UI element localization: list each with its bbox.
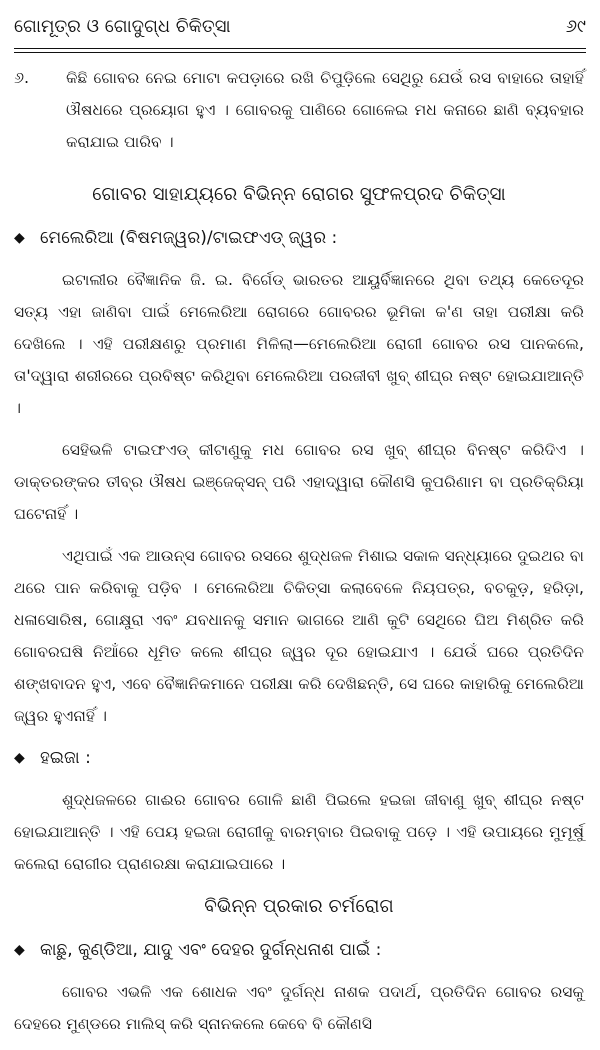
subheading-skin-label: କାଛୁ, କୁଣ୍ଡିଆ, ଯାଦୁ ଏବଂ ଦେହର ଦୁର୍ଗନ୍ଧନାଶ ପାଇଁ : (40, 940, 382, 960)
diamond-bullet-icon: ◆ (14, 750, 25, 766)
page-body (14, 62, 584, 1050)
diamond-bullet-icon: ◆ (14, 942, 25, 958)
header-rule-top (14, 48, 586, 49)
malaria-paragraph-1: ଇଟାଲୀର ବୈଜ୍ଞାନିକ ଜି. ଇ. ବିର୍ଗେଡ୍ ଭାରତର ଆୟୁର୍ବିଜ୍ଞାନରେ ଥିବା ତଥ୍ୟ କେତେଦୂର ସତ୍ୟ ଏହା ଜାଣିବା ପାଇଁ ମେଲେରିଆ ରୋଗରେ ଗୋବରର ଭୂମିକା କ'ଣ ତାହା ପରୀକ୍ଷା କରି ଦେଖିଲେ । ଏହି ପରୀକ୍ଷଣରୁ ପ୍ରମାଣ ମିଳିଲା—ମେଲେରିଆ ରୋଗୀ ଗୋବର ରସ ପାନକଲେ, ତା'ଦ୍ୱାରା ଶରୀରରେ ପ୍ରବିଷ୍ଟ କରିଥିବା ମେଲେରିଆ ପରଜୀବୀ ଖୁବ୍ ଶୀଘ୍ର ନଷ୍ଟ ହୋଇଯାଆନ୍ତି । (14, 271, 584, 417)
subheading-cholera-label: ହଇଜା : (40, 748, 91, 768)
subheading-malaria-label: ମେଲେରିଆ (ବିଷମଜ୍ୱର)/ଟାଇଫଏଡ୍ ଜ୍ୱର : (40, 228, 338, 248)
diamond-bullet-icon: ◆ (14, 230, 25, 246)
item-number: ୬. (14, 68, 30, 87)
running-title: ଗୋମୂତ୍ର ଓ ଗୋଦୁଗ୍ଧ ଚିକିତ୍ସା (14, 15, 231, 37)
numbered-item-6 (14, 62, 584, 172)
malaria-paragraph-3: ଏଥିପାଇଁ ଏକ ଆଉନ୍‌ସ ଗୋବର ରସରେ ଶୁଦ୍ଧଜଳ ମିଶାଇ ସକାଳ ସନ୍ଧ୍ୟାରେ ଦୁଇଥର ବା ଥରେ ପାନ କରିବାକୁ ପଡ଼ିବ । ମେଲେରିଆ ଚିକିତ୍ସା କଲାବେଳେ ନିୟପତ୍ର, ବଚକୁଡ଼, ହରିଡ଼ା, ଧଳାସୋରିଷ, ଗୋକ୍ଷୁରା ଏବଂ ଯବଧାନକୁ ସମାନ ଭାଗରେ ଆଣି କୁଟି ସେଥିରେ ଘିଅ ମିଶ୍ରିତ କରି ଗୋବରଘଷି ନିଆଁରେ ଧୂମିତ କଲେ ଶୀଘ୍ର ଜ୍ୱର ଦୂର ହୋଇଯାଏ । ଯେଉଁ ଘରେ ପ୍ରତିଦିନ ଶଙ୍ଖବାଦନ ହୁଏ, ଏବେ ବୈଜ୍ଞାନିକମାନେ ପରୀକ୍ଷା କରି ଦେଖିଛନ୍ତି, ସେ ଘରେ କାହାରିକୁ ମେଲେରିଆ ଜ୍ୱର ହୁଏନାହିଁ । (14, 547, 584, 725)
skin-paragraph-1: ଗୋବର ଏଭଳି ଏକ ଶୋଧକ ଏବଂ ଦୁର୍ଗନ୍ଧ ନାଶକ ପଦାର୍ଥ, ପ୍ରତିଦିନ ଗୋବର ରସକୁ ଦେହରେ ମୁଣ୍ଡରେ ମାଲିସ୍ କରି ସ୍ନାନକଲେ କେବେ ବି କୌଣସି (14, 983, 584, 1033)
subheading-skin (14, 934, 584, 966)
section-title-skin-diseases: ବିଭିନ୍ନ ପ୍ରକାର ଚର୍ମରୋଗ (204, 896, 394, 917)
malaria-paragraph-2: ସେହିଭଳି ଟାଇଫଏଡ୍ କୀଟାଣୁକୁ ମଧ ଗୋବର ରସ ଖୁବ୍ ଶୀଘ୍ର ବିନଷ୍ଟ କରିଦିଏ । ଡାକ୍ତରଙ୍କର ତୀବ୍ର ଔଷଧ ଇଞ୍ଜେକ୍ସନ୍ ପରି ଏହାଦ୍ୱାରା କୌଣସି କୁପରିଣାମ ବା ପ୍ରତିକ୍ରିୟା ଘଟେନାହିଁ । (14, 441, 584, 523)
cholera-paragraph-1: ଶୁଦ୍ଧଜଳରେ ଗାଈର ଗୋବର ଗୋଳି ଛାଣି ପିଇଲେ ହଇଜା ଜୀବାଣୁ ଖୁବ୍ ଶୀଘ୍ର ନଷ୍ଟ ହୋଇଯାଆନ୍ତି । ଏହି ପେୟ ହଇଜା ରୋଗୀକୁ ବାରମ୍ବାର ପିଇବାକୁ ପଡ଼େ । ଏହି ଉପାୟରେ ମୁମୂର୍ଷୁ କଲେରା ରୋଗୀର ପ୍ରାଣରକ୍ଷା କରାଯାଇପାରେ । (14, 791, 584, 873)
page-number: ୬୯ (565, 15, 586, 37)
subheading-malaria (14, 222, 584, 254)
section-title-cow-dung-treatment: ଗୋବର ସାହାଯ୍ୟରେ ବିଭିନ୍ନ ରୋଗର ସୁଫଳପ୍ରଦ ଚିକିତ୍ସା (92, 184, 506, 205)
running-header (14, 10, 586, 42)
subheading-cholera (14, 742, 584, 774)
item-6-text: କିଛି ଗୋବର ନେଇ ମୋଟା କପଡ଼ାରେ ରଖି ଚିପୁଡ଼ିଲେ ସେଥିରୁ ଯେଉଁ ରସ ବାହାରେ ତାହାହିଁ ଔଷଧରେ ପ୍ରୟୋଗ ହୁଏ । ଗୋବରକୁ ପାଣିରେ ଗୋଳେଇ ମଧ କନାରେ ଛାଣି ବ୍ୟବହାର କରାଯାଇ ପାରିବ । (66, 69, 584, 151)
header-rule-bottom (14, 52, 586, 53)
